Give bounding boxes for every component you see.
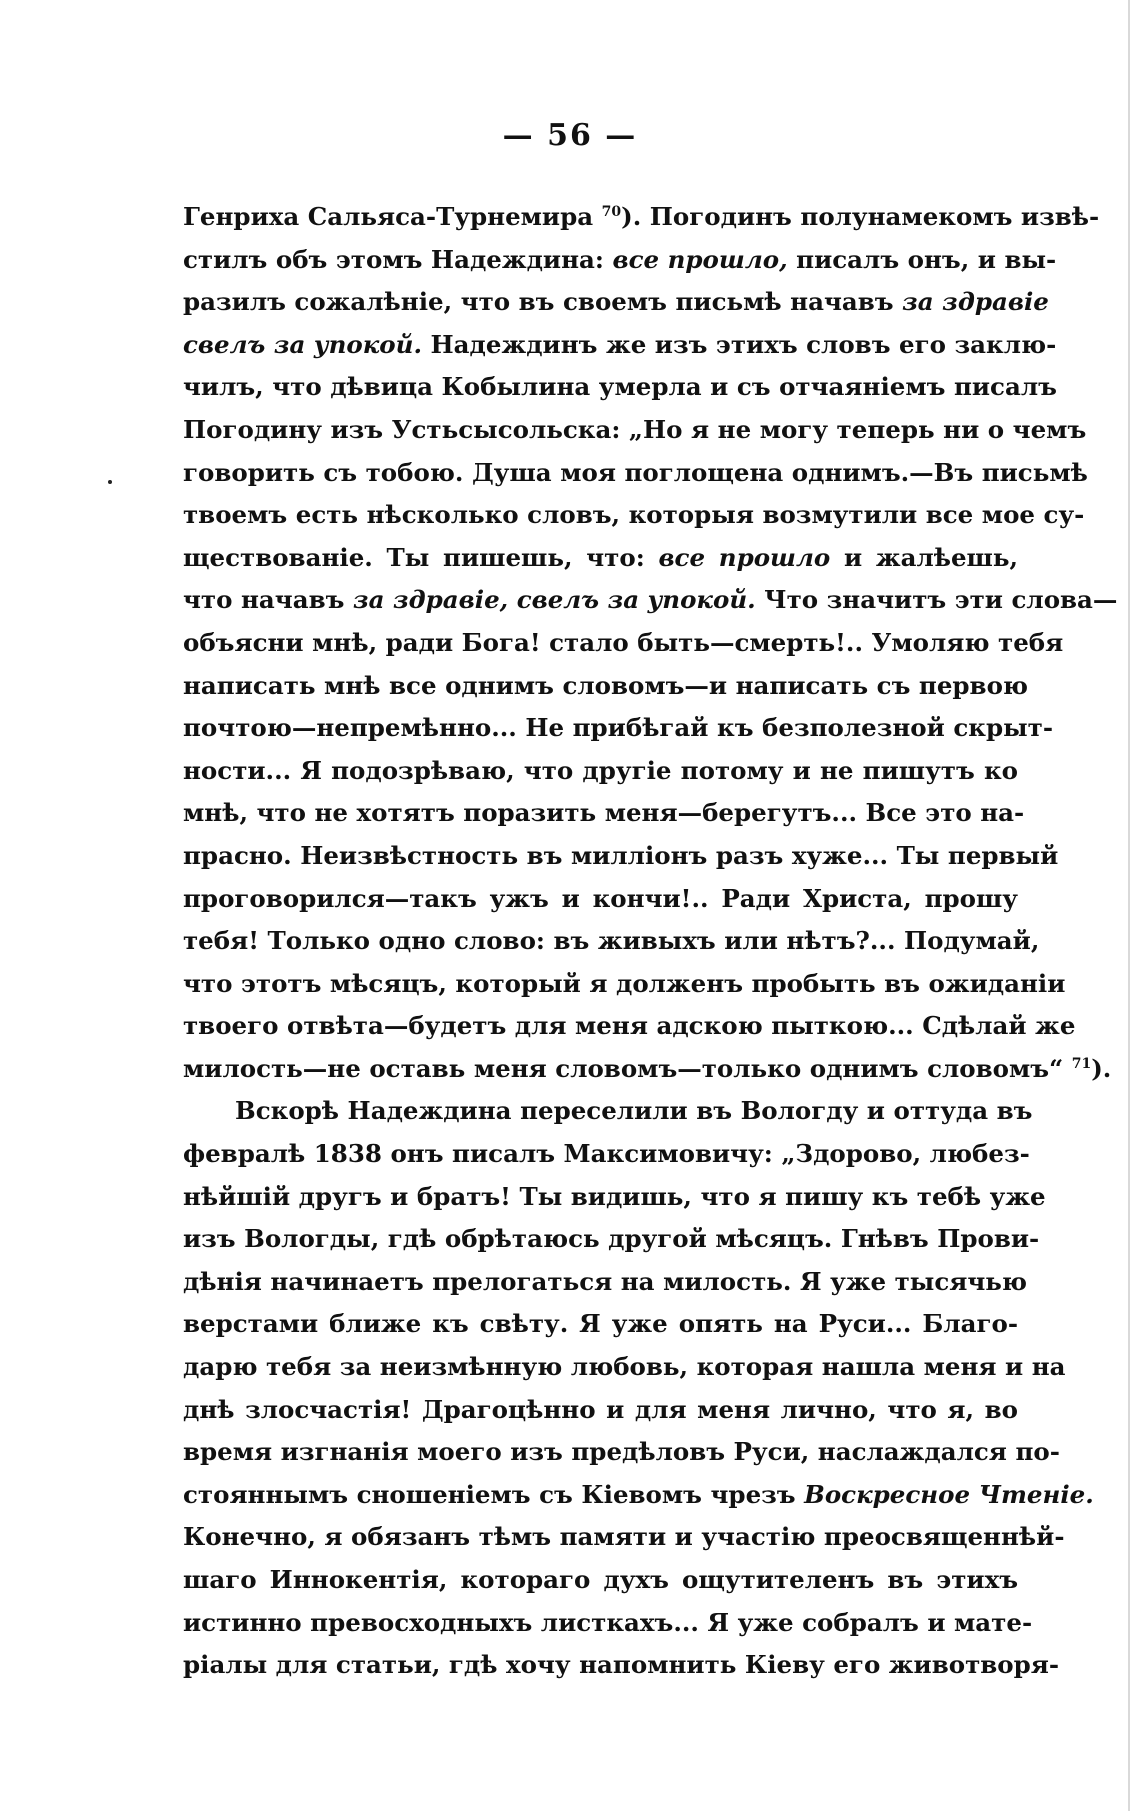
text-run: Что значитъ эти слова—: [755, 585, 1118, 615]
text-run: ществованіе. Ты пишешь, что:: [183, 542, 659, 572]
text-line: [183, 1516, 1065, 1559]
text-line: [183, 1261, 1028, 1304]
text-line: [183, 1005, 1076, 1048]
text-run: дарю тебя за неизмѣнную любовь, которая нашла меня и на: [183, 1352, 1066, 1382]
text-run: Вскорѣ Надеждина переселили въ Вологду и оттуда въ: [235, 1096, 1033, 1126]
page-number: — 56 —: [502, 118, 638, 153]
text-line: [183, 665, 1029, 708]
text-run: твоемъ есть нѣсколько словъ, которыя возмутили все мое су-: [183, 500, 1085, 530]
text-run: тебя! Только одно слово: въ живыхъ или нѣтъ?... Подумай,: [183, 926, 1040, 956]
text-line: [183, 963, 1066, 1006]
text-line: [183, 878, 1018, 921]
text-run: что этотъ мѣсяцъ, который я долженъ пробыть въ ожиданіи: [183, 968, 1066, 998]
text-line: [183, 409, 1087, 452]
text-line: [183, 1559, 1018, 1602]
text-line: [183, 707, 1053, 750]
text-run: ).: [1091, 1053, 1112, 1083]
text-run: февралѣ 1838 онъ писалъ Максимовичу: „Здорово, любез-: [183, 1139, 1030, 1169]
text-run: Конечно, я обязанъ тѣмъ памяти и участію преосвященнѣй-: [183, 1522, 1065, 1552]
italic-phrase: свелъ за упокой.: [183, 329, 422, 359]
text-line: [183, 1602, 1033, 1645]
text-run: говорить съ тобою. Душа моя поглощена однимъ.—Въ письмѣ: [183, 457, 1088, 487]
text-line: [183, 324, 1057, 367]
text-run: почтою—непремѣнно... Не прибѣгай къ безполезной скрыт-: [183, 713, 1053, 743]
text-line: [183, 792, 1025, 835]
text-line: [183, 920, 1040, 963]
text-line: [183, 239, 1057, 282]
page-edge-shadow: [1128, 0, 1130, 1811]
footnote-reference: 71: [1071, 1055, 1092, 1072]
text-line: [183, 494, 1085, 537]
text-run: ріалы для статьи, гдѣ хочу напомнить Кіеву его животворя-: [183, 1650, 1060, 1680]
text-line: [183, 196, 1100, 239]
italic-phrase: все прошло: [658, 542, 831, 572]
text-run: ности... Я подозрѣваю, что другіе потому и не пишутъ ко: [183, 755, 1018, 785]
italic-phrase: Воскресное Чтеніе.: [804, 1479, 1094, 1509]
text-run: прасно. Неизвѣстность въ милліонъ разъ хуже... Ты первый: [183, 840, 1059, 870]
text-line: [183, 452, 1088, 495]
text-run: твоего отвѣта—будетъ для меня адскою пыткою... Сдѣлай же: [183, 1011, 1076, 1041]
text-line: [183, 1090, 1033, 1133]
text-run: стилъ объ этомъ Надеждина:: [183, 244, 613, 274]
text-line: [183, 750, 1018, 793]
italic-phrase: все прошло,: [612, 244, 788, 274]
text-run: чилъ, что дѣвица Кобылина умерла и съ отчаяніемъ писалъ: [183, 372, 1057, 402]
text-line: [183, 622, 1064, 665]
text-line: [183, 281, 1049, 324]
text-run: Надеждинъ же изъ этихъ словъ его заклю-: [421, 329, 1057, 359]
text-line: [183, 1431, 1060, 1474]
text-run: Генриха Сальяса-Турнемира: [183, 202, 602, 231]
italic-phrase: за здравіе: [902, 287, 1049, 317]
text-run: объясни мнѣ, ради Бога! стало быть—смерть!.. Умоляю тебя: [183, 627, 1064, 657]
text-line: [183, 1389, 1018, 1432]
text-run: Погодину изъ Устьсысольска: „Но я не могу теперь ни о чемъ: [183, 414, 1087, 444]
text-run: стояннымъ сношеніемъ съ Кіевомъ чрезъ: [183, 1479, 805, 1509]
text-run: что начавъ: [183, 585, 353, 615]
text-line: [183, 537, 1018, 580]
text-run: проговорился—такъ ужъ и кончи!.. Ради Христа, прошу: [183, 883, 1018, 913]
text-line: [183, 366, 1057, 409]
body-text: [183, 196, 1118, 1687]
text-run: изъ Вологды, гдѣ обрѣтаюсь другой мѣсяцъ. Гнѣвъ Прови-: [183, 1224, 1040, 1254]
text-line: [183, 1474, 1094, 1517]
text-run: ). Погодинъ полунамекомъ извѣ-: [621, 202, 1100, 231]
text-run: мнѣ, что не хотятъ поразить меня—берегутъ... Все это на-: [183, 798, 1025, 828]
text-run: написать мнѣ все однимъ словомъ—и написать съ первою: [183, 670, 1029, 700]
text-line: [183, 1048, 1112, 1091]
text-run: время изгнанія моего изъ предѣловъ Руси, наслаждался по-: [183, 1437, 1060, 1467]
text-line: [183, 1176, 1046, 1219]
italic-phrase: за здравіе, свелъ за упокой.: [352, 585, 756, 615]
text-line: [183, 1644, 1060, 1687]
text-run: дѣнія начинаетъ прелогаться на милость. Я уже тысячью: [183, 1266, 1028, 1296]
text-run: днѣ злосчастія! Драгоцѣнно и для меня лично, что я, во: [183, 1394, 1018, 1424]
text-run: разилъ сожалѣніе, что въ своемъ письмѣ начавъ: [183, 287, 903, 317]
text-line: [183, 1218, 1040, 1261]
ink-speck: [108, 480, 112, 484]
text-line: [183, 579, 1118, 622]
text-run: нѣйшій другъ и братъ! Ты видишь, что я пишу къ тебѣ уже: [183, 1181, 1046, 1211]
text-line: [183, 1133, 1030, 1176]
text-line: [183, 835, 1059, 878]
text-run: и жалѣешь,: [830, 542, 1019, 572]
text-run: верстами ближе къ свѣту. Я уже опять на Руси... Благо-: [183, 1309, 1018, 1339]
text-run: истинно превосходныхъ листкахъ... Я уже собралъ и мате-: [183, 1607, 1033, 1637]
text-run: писалъ онъ, и вы-: [787, 244, 1057, 274]
text-run: милость—не оставь меня словомъ—только однимъ словомъ“: [183, 1053, 1072, 1083]
footnote-reference: 70: [601, 203, 622, 220]
text-line: [183, 1303, 1018, 1346]
text-line: [183, 1346, 1066, 1389]
text-run: шаго Иннокентія, котораго духъ ощутителенъ въ этихъ: [183, 1565, 1018, 1594]
